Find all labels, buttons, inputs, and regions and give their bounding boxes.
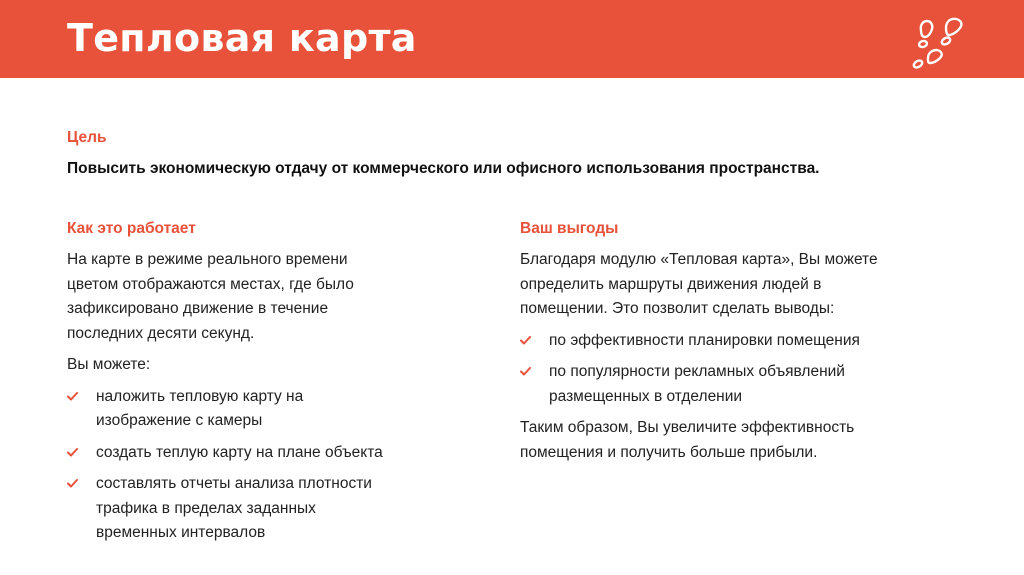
check-icon — [67, 479, 78, 488]
benefits-list — [520, 329, 960, 410]
header-bar — [0, 0, 1024, 78]
check-icon — [67, 448, 78, 457]
how-it-works-heading: Как это работает — [67, 220, 196, 237]
goal-heading: Цель — [67, 129, 107, 146]
how-it-works-paragraph: На карте в режиме реального времени цветом отображаются местах, где было зафиксировано движение в течение последних десяти секунд. — [67, 251, 354, 342]
how-it-works-list — [67, 385, 457, 546]
goal-text: Повысить экономическую отдачу от коммерческого или офисного использования пространства. — [67, 160, 820, 177]
list-item: наложить тепловую карту на изображение с камеры — [67, 385, 457, 434]
benefits-heading: Ваш выгоды — [520, 220, 619, 237]
list-item: создать теплую карту на плане объекта — [67, 441, 457, 466]
benefits-conclusion: Таким образом, Вы увеличите эффективность помещения и получить больше прибыли. — [520, 419, 855, 461]
benefits-column — [520, 218, 960, 472]
list-item: по эффективности планировки помещения — [520, 329, 960, 354]
footprints-icon — [906, 14, 970, 70]
you-can-label: Вы можете: — [67, 356, 151, 373]
list-item: по популярности рекламных объявлений размещенных в отделении — [520, 360, 960, 409]
page-title: Тепловая карта — [67, 16, 417, 60]
list-item: составлять отчеты анализа плотности трафика в пределах заданных временных интервалов — [67, 472, 457, 546]
check-icon — [520, 336, 531, 345]
benefits-paragraph: Благодаря модулю «Тепловая карта», Вы можете определить маршруты движения людей в помещении. Это позволит сделать выводы: — [520, 251, 878, 317]
how-it-works-column — [67, 218, 457, 553]
check-icon — [67, 392, 78, 401]
check-icon — [520, 367, 531, 376]
